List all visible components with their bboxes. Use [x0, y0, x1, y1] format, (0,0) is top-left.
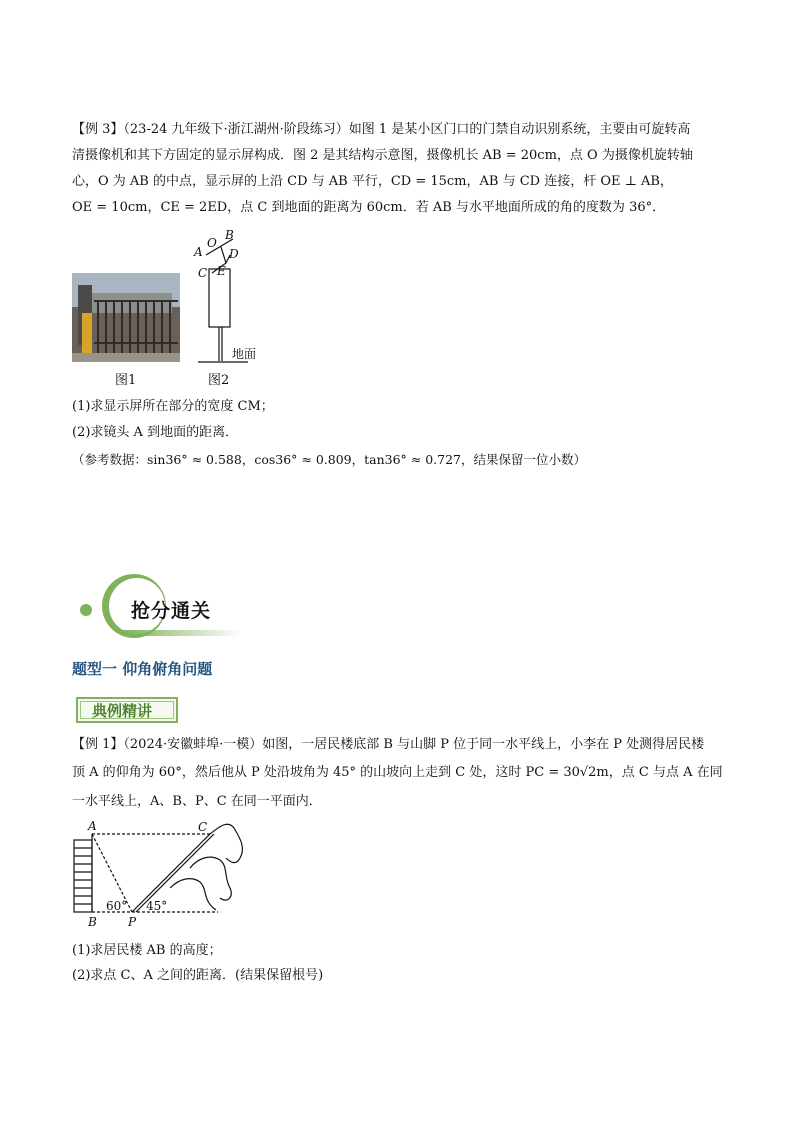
fig-angle-45: 45°	[146, 899, 168, 913]
example3-line1: 【例 3】（23-24 九年级下·浙江湖州·阶段练习）如图 1 是某小区门口的门禁自动识别系统，主要由可旋转高	[72, 122, 691, 137]
example3-question1: (1)求显示屏所在部分的宽度 CM；	[72, 399, 274, 414]
fig-label-c: C	[198, 820, 208, 834]
fig2-label-a: A	[194, 245, 203, 259]
example3-line4: OE = 10cm，CE = 2ED，点 C 到地面的距离为 60cm．若 AB 与水平地面所成的角的度数为 36°．	[72, 200, 666, 215]
example-badge	[76, 697, 178, 723]
fig-label-p: P	[128, 915, 137, 929]
fig2-label-o: O	[207, 236, 217, 250]
example3-question2: (2)求镜头 A 到地面的距离．	[72, 425, 239, 440]
structure-diagram	[188, 225, 278, 370]
example-badge-label: 典例精讲	[92, 702, 153, 720]
example3-line2: 清摄像机和其下方固定的显示屏构成．图 2 是其结构示意图，摄像机长 AB = 20cm，点 O 为摄像机旋转轴	[72, 148, 693, 163]
mountain-building-diagram	[70, 818, 252, 930]
fig2-label-c: C	[198, 266, 208, 280]
fig-angle-60: 60°	[106, 899, 128, 913]
fig-label-a: A	[88, 819, 97, 833]
fig2-ground-label: 地面	[232, 347, 257, 361]
example1-line1: 【例 1】（2024·安徽蚌埠·一模）如图，一居民楼底部 B 与山脚 P 位于同一水平线上，小李在 P 处测得居民楼	[72, 737, 705, 752]
question-type-title: 题型一 仰角俯角问题	[72, 660, 213, 678]
fig2-caption: 图2	[208, 373, 230, 388]
example1-line3: 一水平线上，A、B、P、C 在同一平面内．	[72, 794, 322, 809]
fig2-label-b: B	[225, 228, 234, 242]
example1-question2: (2)求点 C、A 之间的距离．(结果保留根号)	[72, 968, 324, 983]
fig2-label-d: D	[229, 247, 239, 261]
example3-line3: 心，O 为 AB 的中点，显示屏的上沿 CD 与 AB 平行，CD = 15cm，AB 与 CD 连接，杆 OE ⊥ AB，	[72, 174, 673, 189]
example3-reference: （参考数据：sin36° ≈ 0.588，cos36° ≈ 0.809，tan36° ≈ 0.727，结果保留一位小数）	[72, 452, 587, 467]
fig-label-b: B	[88, 915, 97, 929]
gate-photo	[72, 273, 180, 362]
example1-question1: (1)求居民楼 AB 的高度；	[72, 943, 222, 958]
example1-line2: 顶 A 的仰角为 60°，然后他从 P 处沿坡角为 45° 的山坡向上走到 C 处，这时 PC = 30√2m，点 C 与点 A 在同	[72, 765, 723, 780]
fig2-label-e: E	[217, 264, 226, 278]
fig1-caption: 图1	[115, 373, 137, 388]
section-title: 抢分通关	[131, 600, 212, 622]
